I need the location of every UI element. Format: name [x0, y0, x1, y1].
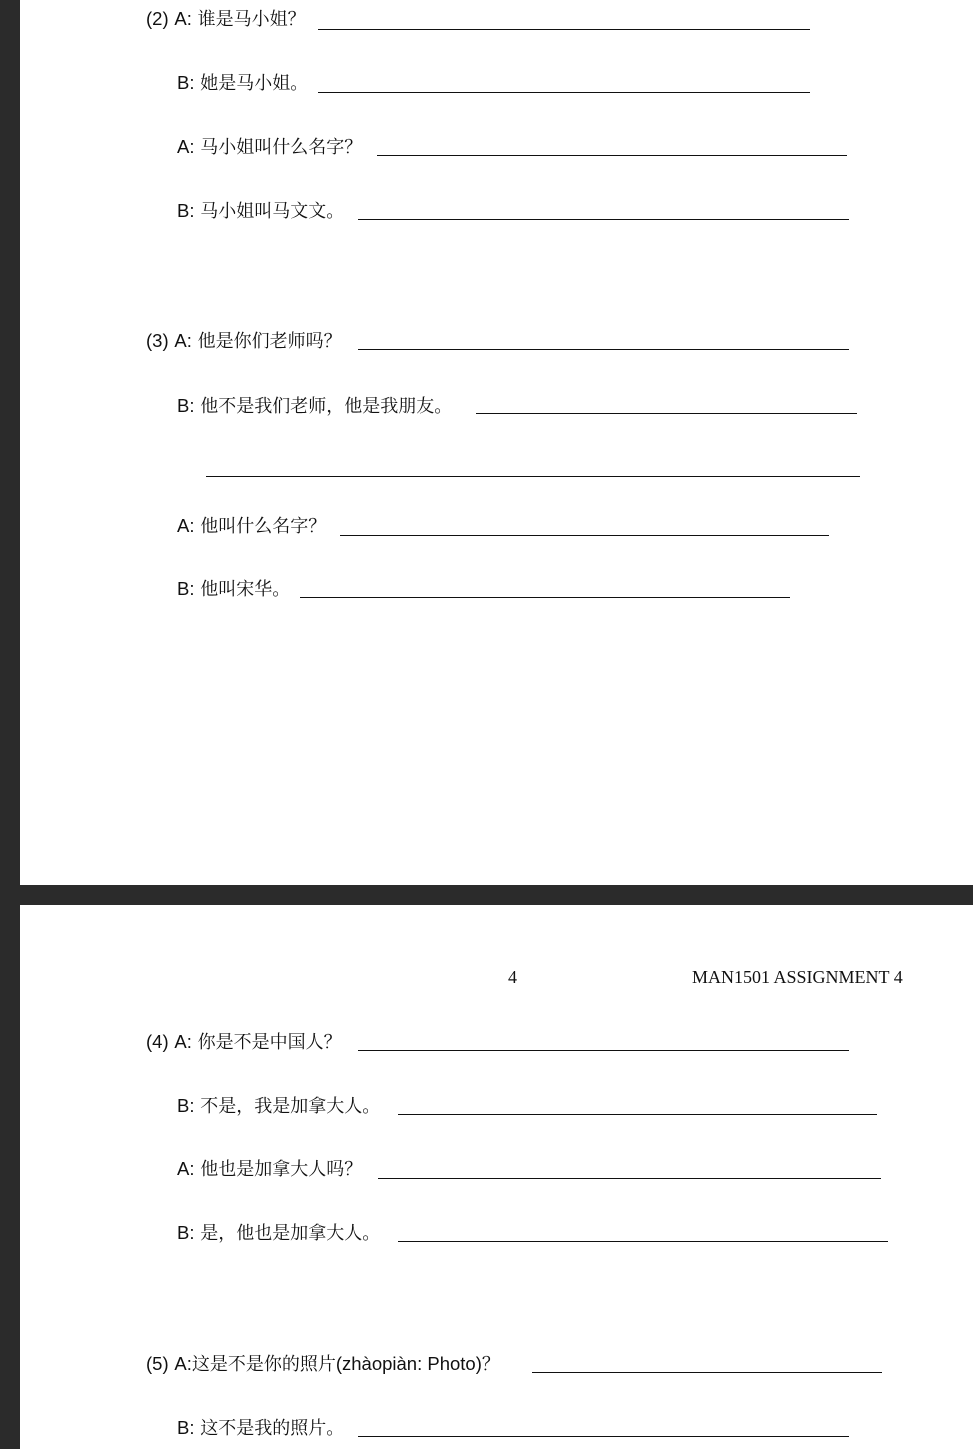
- speaker-label: B:: [177, 1095, 195, 1116]
- dialogue-number: (3): [146, 330, 169, 351]
- dialogue-text: 马小姐叫马文文。: [200, 201, 345, 222]
- answer-blank[interactable]: [318, 92, 810, 93]
- speaker-label: B:: [177, 200, 195, 221]
- dialogue-number: (2): [146, 8, 169, 29]
- dialogue-text: 这是不是你的照片: [191, 1354, 336, 1375]
- dialogue-number: (5): [146, 1353, 169, 1374]
- speaker-label: B:: [177, 1417, 195, 1438]
- dialogue-text: 他叫什么名字？: [200, 516, 327, 537]
- dialogue-text: 马小姐叫什么名字？: [200, 137, 363, 158]
- answer-blank[interactable]: [300, 597, 790, 598]
- dialogue-text: 他是你们老师吗？: [197, 331, 342, 352]
- dialogue-2-line-b2: [177, 198, 344, 224]
- document-page-top: [20, 0, 973, 885]
- dialogue-text: 她是马小姐。: [200, 73, 309, 94]
- dialogue-5-line-b1: [177, 1415, 344, 1441]
- speaker-label: A:: [174, 1031, 192, 1052]
- answer-blank[interactable]: [340, 535, 829, 536]
- dialogue-3-line-a1: [146, 328, 342, 354]
- answer-blank[interactable]: [398, 1241, 888, 1242]
- speaker-label: A:: [177, 515, 195, 536]
- speaker-label: A:: [177, 1158, 195, 1179]
- pinyin-gloss: (zhàopiàn: Photo): [335, 1353, 482, 1374]
- answer-blank[interactable]: [358, 219, 849, 220]
- course-title: MAN1501 ASSIGNMENT 4: [692, 967, 903, 987]
- speaker-label: A:: [177, 136, 195, 157]
- dialogue-2-line-a1: [146, 6, 306, 32]
- dialogue-2-line-b1: [177, 70, 308, 96]
- dialogue-5-line-a1: [146, 1351, 500, 1377]
- speaker-label: A:: [174, 330, 192, 351]
- speaker-label: B:: [177, 578, 195, 599]
- speaker-label: B:: [177, 72, 195, 93]
- page-number: 4: [508, 967, 517, 987]
- answer-blank-continuation[interactable]: [206, 476, 860, 477]
- answer-blank[interactable]: [318, 29, 810, 30]
- dialogue-text: 是，他也是加拿大人。: [200, 1223, 381, 1244]
- dialogue-text: 他不是我们老师，他是我朋友。: [200, 396, 453, 417]
- speaker-label: A:: [174, 1353, 192, 1374]
- dialogue-text: 这不是我的照片。: [200, 1418, 345, 1439]
- answer-blank[interactable]: [398, 1114, 877, 1115]
- answer-blank[interactable]: [476, 413, 857, 414]
- dialogue-2-line-a2: [177, 134, 362, 160]
- speaker-label: B:: [177, 395, 195, 416]
- document-page-bottom: [20, 905, 973, 1449]
- dialogue-3-line-a2: [177, 513, 326, 539]
- dialogue-number: (4): [146, 1031, 169, 1052]
- dialogue-4-line-a1: [146, 1029, 342, 1055]
- answer-blank[interactable]: [378, 1178, 881, 1179]
- dialogue-3-line-b2: [177, 576, 290, 602]
- dialogue-text: 他也是加拿大人吗？: [200, 1159, 363, 1180]
- dialogue-text: 你是不是中国人？: [197, 1032, 342, 1053]
- speaker-label: B:: [177, 1222, 195, 1243]
- dialogue-4-line-b2: [177, 1220, 380, 1246]
- answer-blank[interactable]: [358, 1436, 849, 1437]
- answer-blank[interactable]: [532, 1372, 882, 1373]
- speaker-label: A:: [174, 8, 192, 29]
- dialogue-4-line-a2: [177, 1156, 362, 1182]
- dialogue-4-line-b1: [177, 1093, 380, 1119]
- dialogue-text: 谁是马小姐？: [197, 9, 306, 30]
- answer-blank[interactable]: [358, 349, 849, 350]
- answer-blank[interactable]: [358, 1050, 849, 1051]
- dialogue-text: 不是，我是加拿大人。: [200, 1096, 381, 1117]
- question-mark: ？: [481, 1354, 500, 1375]
- dialogue-text: 他叫宋华。: [200, 579, 291, 600]
- answer-blank[interactable]: [377, 155, 847, 156]
- dialogue-3-line-b1: [177, 393, 452, 419]
